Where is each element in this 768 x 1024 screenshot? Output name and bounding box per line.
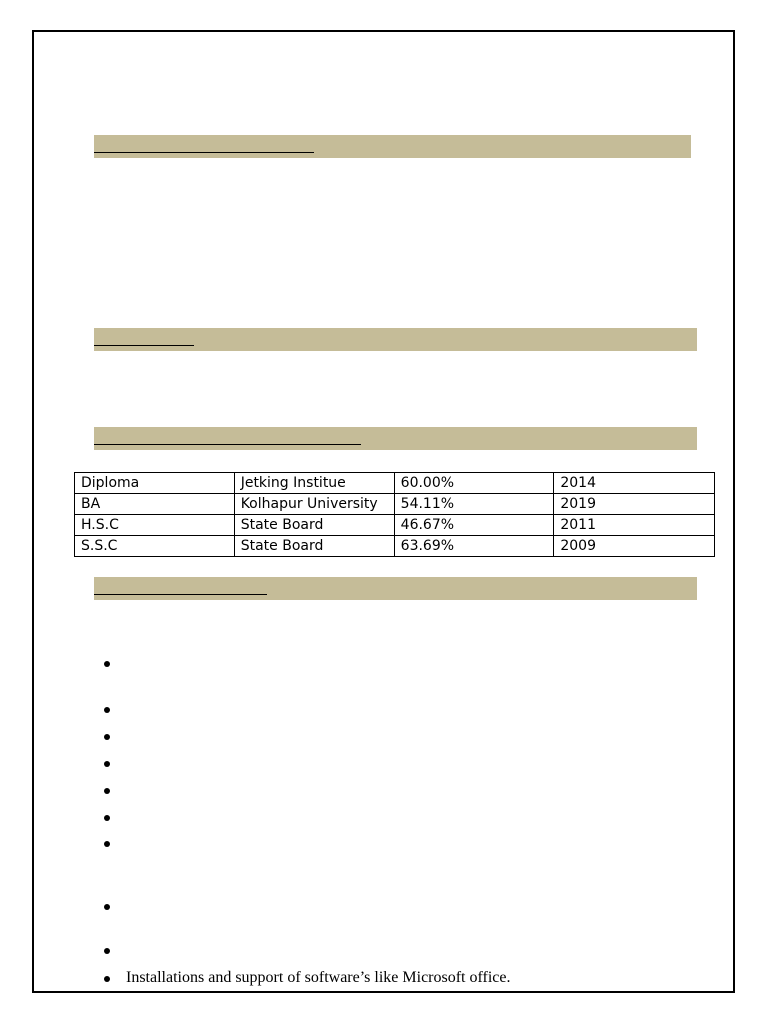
- list-bullet: [104, 734, 110, 740]
- resume-page: [32, 30, 735, 993]
- section-header-1: [94, 135, 691, 158]
- institute-cell: Kolhapur University: [234, 494, 394, 515]
- table-row: [75, 536, 715, 557]
- year-cell: 2019: [554, 494, 715, 515]
- list-bullet: [104, 661, 110, 667]
- table-row: [75, 494, 715, 515]
- section-header-education: [94, 427, 697, 450]
- year-cell: 2014: [554, 473, 715, 494]
- table-row: [75, 515, 715, 536]
- list-bullet: [104, 976, 110, 982]
- section-header-2-underline: [94, 345, 194, 346]
- qualification-cell: S.S.C: [75, 536, 235, 557]
- percentage-cell: 63.69%: [394, 536, 554, 557]
- list-bullet: [104, 948, 110, 954]
- percentage-cell: 54.11%: [394, 494, 554, 515]
- percentage-cell: 60.00%: [394, 473, 554, 494]
- institute-cell: Jetking Institue: [234, 473, 394, 494]
- table-row: [75, 473, 715, 494]
- year-cell: 2009: [554, 536, 715, 557]
- section-header-2: [94, 328, 697, 351]
- percentage-cell: 46.67%: [394, 515, 554, 536]
- list-bullet: [104, 788, 110, 794]
- education-table: [74, 472, 715, 557]
- year-cell: 2011: [554, 515, 715, 536]
- section-header-skills-underline: [94, 594, 267, 595]
- list-bullet: [104, 707, 110, 713]
- qualification-cell: BA: [75, 494, 235, 515]
- list-bullet: [104, 815, 110, 821]
- section-header-education-underline: [94, 444, 361, 445]
- qualification-cell: Diploma: [75, 473, 235, 494]
- list-bullet: [104, 841, 110, 847]
- section-header-skills: [94, 577, 697, 600]
- section-header-1-underline: [94, 152, 314, 153]
- list-bullet: [104, 904, 110, 910]
- qualification-cell: H.S.C: [75, 515, 235, 536]
- list-item-text: Installations and support of software’s like Microsoft office.: [126, 969, 511, 986]
- institute-cell: State Board: [234, 515, 394, 536]
- list-bullet: [104, 761, 110, 767]
- institute-cell: State Board: [234, 536, 394, 557]
